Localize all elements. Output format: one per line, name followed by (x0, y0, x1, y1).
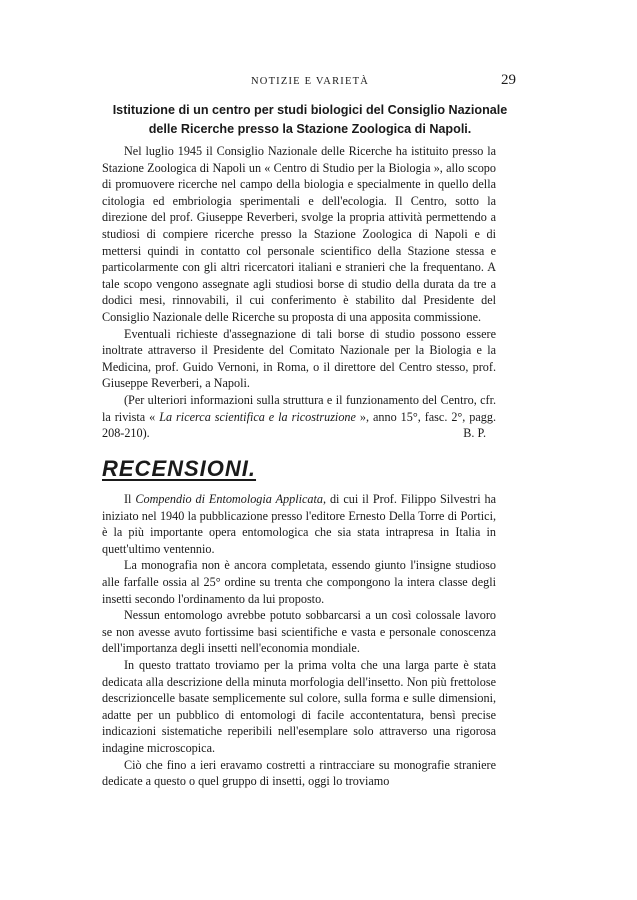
page-header (104, 72, 516, 92)
review-paragraph-4: In questo trattato troviamo per la prima volta che una larga parte è stata dedicata alla descrizione della minuta morfologia dell'insetto. Non più frettolose descrizioncelle basate semplicemente sul colore, sulla forma e sulle dimensioni, adatte per un pubblico di entomologi di facile accontentatura, bensì precise indicazioni sistematiche reperibili nell'esemplare solo attraverso una rigorosa indagine microscopica. (102, 657, 496, 755)
article-title-line-2: delle Ricerche presso la Stazione Zoologica di Napoli. (148, 122, 472, 136)
article-body (102, 143, 496, 442)
section-heading-recensioni: RECENSIONI. (102, 456, 257, 481)
article-paragraph-3 (102, 392, 496, 442)
review-body (102, 491, 496, 790)
journal-title: La ricerca scientifica e la ricostruzione (159, 409, 356, 424)
page-number: 29 (501, 72, 516, 88)
review-paragraph-1-text-a: Il (124, 492, 132, 506)
article-paragraph-2: Eventuali richieste d'assegnazione di tali borse di studio possono essere inoltrate attraverso il Presidente del Comitato Nazionale per la Biologia e la Medicina, prof. Guido Vernoni, in Roma, o il direttore del Centro stesso, prof. Giuseppe Reverberi, a Napoli. (102, 326, 496, 391)
review-paragraph-2: La monografia non è ancora completata, essendo giunto l'insigne studioso alle farfalle ossia al 25° ordine su trenta che compongono la intera classe degli insetti secondo l'ordinamento da lui proposto. (102, 558, 496, 606)
review-paragraph-1 (102, 491, 496, 557)
review-paragraph-5: Ciò che fino a ieri eravamo costretti a rintracciare su monografie straniere dedicate a questo o quel gruppo di insetti, oggi lo troviamo (102, 757, 496, 789)
article-paragraph-3-text-a: (Per ulteriori informazioni sulla struttura e il funzionamento del Centro, cfr. la rivista « (102, 392, 496, 424)
article-paragraph-1: Nel luglio 1945 il Consiglio Nazionale delle Ricerche ha istituito presso la Stazione Zoologica di Napoli un « Centro di Studio per la Biologia », allo scopo di promuovere ricerche nel campo della biologia e specialmente in quello della citologia ed embriologia sperimentali e dell'ecologia. Il Centro, sotto la direzione del prof. Giuseppe Reverberi, svolge la propria attività permettendo a studiosi di compiere ricerche presso la Stazione Zoologica di Napoli e di mettersi quindi in contatto col personale scientifico della Stazione stessa e particolarmente con gli altri ricercatori italiani e stranieri che la frequentano. A tale scopo vengono assegnate agli studiosi borse di studio della durata da tre a dodici mesi, rinnovabili, il cui conferimento è stabilito dal Presidente del Consiglio Nazionale delle Ricerche su proposta di una apposita commissione. (102, 144, 496, 324)
article-title-line-1: Istituzione di un centro per studi biologici del Consiglio Nazionale (112, 103, 508, 117)
running-title: NOTIZIE E VARIETÀ (251, 76, 369, 87)
article-paragraph-3-text-b: », anno 15°, fasc. 2°, pagg. 208-210). (102, 409, 497, 441)
article-signature: B. P. (463, 426, 486, 441)
review-paragraph-3: Nessun entomologo avrebbe potuto sobbarcarsi a un così colossale lavoro se non avesse avuto fortissime basi scientifiche e vasta e personale conoscenza dell'importanza degli insetti nell'economia mondiale. (102, 608, 496, 656)
article-title (98, 101, 522, 139)
book-title: Compendio di Entomologia Applicata, (135, 492, 327, 506)
review-paragraph-1-text-b: di cui il Prof. Filippo Silvestri ha iniziato nel 1940 la pubblicazione presso l'editore Ernesto Della Torre di Portici, è la più importante opera entomologica che sia stata intrapresa in Italia in quett'ultimo ventennio. (102, 492, 497, 556)
